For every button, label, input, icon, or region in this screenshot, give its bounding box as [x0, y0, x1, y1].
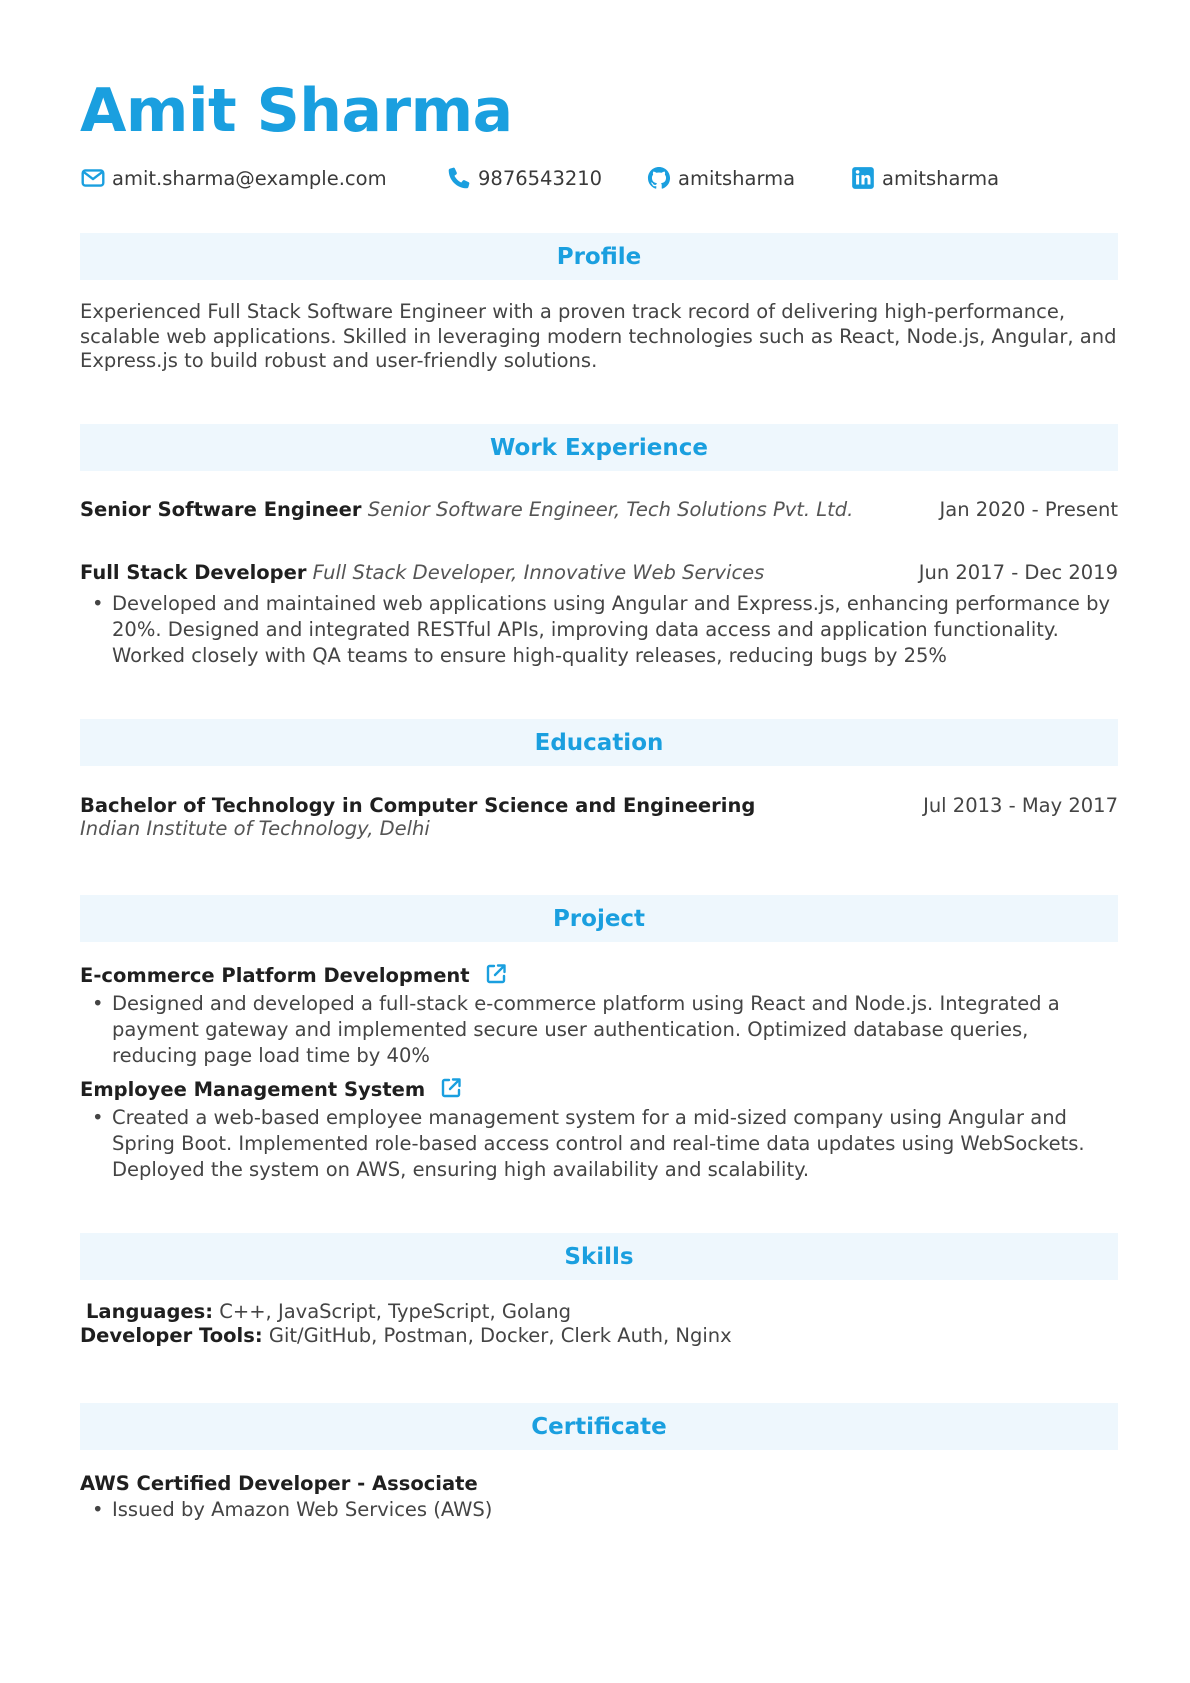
profile-heading: Profile — [556, 243, 642, 270]
external-link-icon[interactable] — [439, 1076, 463, 1100]
skill-label: Developer Tools: — [80, 1324, 263, 1347]
candidate-name: Amit Sharma — [80, 76, 513, 146]
linkedin-icon — [850, 165, 876, 191]
skills-tools — [80, 1323, 732, 1349]
education-date: Jul 2013 - May 2017 — [923, 794, 1118, 817]
project-entry — [80, 1076, 1118, 1104]
skill-value: Git/GitHub, Postman, Docker, Clerk Auth, Nginx — [268, 1324, 732, 1347]
skills-languages — [86, 1299, 571, 1325]
job-bullets — [80, 591, 1118, 669]
job-title: Senior Software Engineer — [80, 498, 362, 521]
list-item: • Developed and maintained web applications using Angular and Express.js, enhancing performance by 20%. Designed and integrated RESTful APIs, improving data access and application functionality. Worked closely with QA teams to ensure high-quality releases, reducing bugs by 25% — [92, 592, 1111, 667]
github-text: amitsharma — [678, 166, 796, 190]
education-heading: Education — [534, 729, 664, 756]
education-school-row — [80, 815, 1118, 843]
contact-bar — [80, 163, 1118, 193]
job-date: Jun 2017 - Dec 2019 — [918, 561, 1118, 584]
skills-heading-bar — [80, 1233, 1118, 1280]
certificate-entry — [80, 1470, 1118, 1498]
list-item: • Designed and developed a full-stack e-commerce platform using React and Node.js. Integrated a payment gateway and implemented secure user authentication. Optimized database queries, reducing page load time by 40% — [92, 992, 1060, 1067]
job-company: Full Stack Developer, Innovative Web Services — [312, 561, 765, 584]
email-text: amit.sharma@example.com — [112, 166, 387, 190]
experience-heading-bar — [80, 424, 1118, 471]
project-bullets — [80, 1105, 1118, 1183]
certificate-heading-bar — [80, 1403, 1118, 1450]
profile-summary: Experienced Full Stack Software Engineer with a proven track record of delivering high-performance, scalable web applications. Skilled in leveraging modern technologies such as React, Node.js, Angular, and Express.js to build robust and user-friendly solutions. — [80, 300, 1117, 372]
job-title: Full Stack Developer — [80, 561, 307, 584]
job-date: Jan 2020 - Present — [939, 498, 1118, 521]
project-title: E-commerce Platform Development — [80, 964, 470, 987]
certificate-heading: Certificate — [531, 1413, 667, 1440]
skill-value: C++, JavaScript, TypeScript, Golang — [219, 1300, 571, 1323]
phone-text: 9876543210 — [478, 166, 603, 190]
contact-email[interactable] — [80, 163, 387, 193]
certificate-title: AWS Certified Developer - Associate — [80, 1472, 478, 1495]
project-entry — [80, 962, 1118, 990]
degree-title: Bachelor of Technology in Computer Science and Engineering — [80, 794, 756, 817]
job-entry — [80, 496, 1118, 524]
project-bullets — [80, 991, 1118, 1069]
job-entry — [80, 559, 1118, 587]
contact-linkedin[interactable] — [850, 163, 999, 193]
skills-heading: Skills — [564, 1243, 634, 1270]
skill-label: Languages: — [86, 1300, 214, 1323]
experience-heading: Work Experience — [489, 434, 709, 461]
external-link-icon[interactable] — [484, 962, 508, 986]
project-heading-bar — [80, 895, 1118, 942]
project-heading: Project — [552, 905, 646, 932]
list-item: • Issued by Amazon Web Services (AWS) — [92, 1498, 493, 1521]
list-item: • Created a web-based employee management system for a mid-sized company using Angular and Spring Boot. Implemented role-based access control and real-time data updates using WebSockets. Deployed the system on AWS, ensuring high availability and scalability. — [92, 1106, 1085, 1181]
project-title: Employee Management System — [80, 1078, 426, 1101]
envelope-icon — [80, 165, 106, 191]
resume-page — [80, 0, 1118, 1683]
contact-github[interactable] — [646, 163, 795, 193]
job-company: Senior Software Engineer, Tech Solutions Pvt. Ltd. — [367, 498, 854, 521]
phone-icon — [446, 165, 472, 191]
school-name: Indian Institute of Technology, Delhi — [80, 817, 430, 840]
certificate-bullets — [80, 1497, 1118, 1523]
github-icon — [646, 165, 672, 191]
contact-phone[interactable] — [446, 163, 602, 193]
profile-heading-bar — [80, 233, 1118, 280]
education-heading-bar — [80, 719, 1118, 766]
linkedin-text: amitsharma — [882, 166, 1000, 190]
